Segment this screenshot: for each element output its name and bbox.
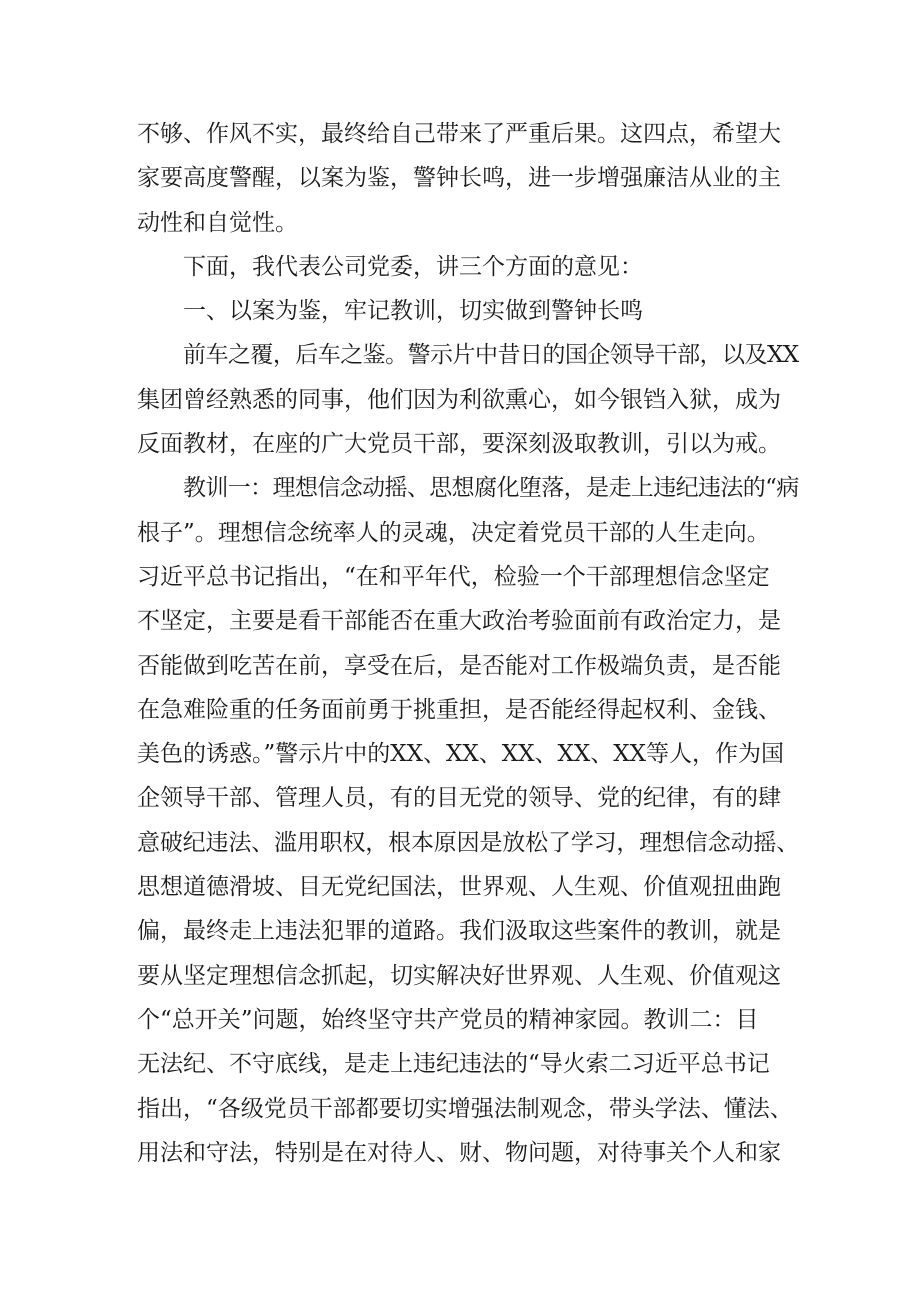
text-line: 在急难险重的任务面前勇于挑重担，是否能经得起权利、金钱、 [137, 696, 781, 723]
text-line: 无法纪、不守底线，是走上违纪违法的“导火索二习近平总书记 [137, 1051, 770, 1078]
text-line: 要从坚定理想信念抓起，切实解决好世界观、人生观、价值观这 [137, 962, 781, 989]
text-line: 下面，我代表公司党委，讲三个方面的意见： [183, 253, 643, 280]
text-line: 反面教材，在座的广大党员干部，要深刻汲取教训，引以为戒。 [137, 431, 781, 458]
text-line: 动性和自觉性。 [137, 209, 298, 236]
text-line: 用法和守法，特别是在对待人、财、物问题，对待事关个人和家 [137, 1139, 781, 1166]
text-line: 不够、作风不实，最终给自己带来了严重后果。这四点，希望大 [137, 121, 781, 147]
document-body [137, 112, 799, 1175]
text-line: 指出，“各级党员干部都要切实增强法制观念，带头学法、懂法、 [137, 1095, 793, 1122]
text-line: 家要高度警醒，以案为鉴，警钟长鸣，进一步增强廉洁从业的主 [137, 165, 781, 192]
text-line: 意破纪违法、滥用职权，根本原因是放松了学习，理想信念动摇、 [137, 829, 800, 856]
text-line: 一、以案为鉴，牢记教训，切实做到警钟长鸣 [183, 298, 643, 325]
text-line: 根子”。理想信念统率人的灵魂，决定着党员干部的人生走向。 [137, 519, 770, 546]
text-line: 集团曾经熟悉的同事，他们因为利欲熏心，如今银铛入狱，成为 [137, 386, 781, 413]
text-line: 不坚定，主要是看干部能否在重大政治考验面前有政治定力，是 [137, 608, 781, 635]
text-line: 个“总开关”问题，始终坚守共产党员的精神家园。教训二：目 [137, 1006, 759, 1033]
text-line: 习近平总书记指出，“在和平年代，检验一个干部理想信念坚定 [137, 563, 770, 590]
text-line: 教训一：理想信念动摇、思想腐化堕落，是走上违纪违法的“病 [183, 475, 799, 502]
text-line: 前车之覆，后车之鉴。警示片中昔日的国企领导干部，以及XX [183, 342, 799, 369]
text-line: 企领导干部、管理人员，有的目无党的领导、党的纪律，有的肆 [137, 785, 781, 812]
text-line: 思想道德滑坡、目无党纪国法，世界观、人生观、价值观扭曲跑 [137, 874, 781, 901]
text-line: 否能做到吃苦在前，享受在后，是否能对工作极端负责，是否能 [137, 652, 781, 679]
text-line: 美色的诱惑。”警示片中的XX、XX、XX、XX、XX等人，作为国 [137, 741, 784, 768]
text-line: 偏，最终走上违法犯罪的道路。我们汲取这些案件的教训，就是 [137, 918, 781, 945]
